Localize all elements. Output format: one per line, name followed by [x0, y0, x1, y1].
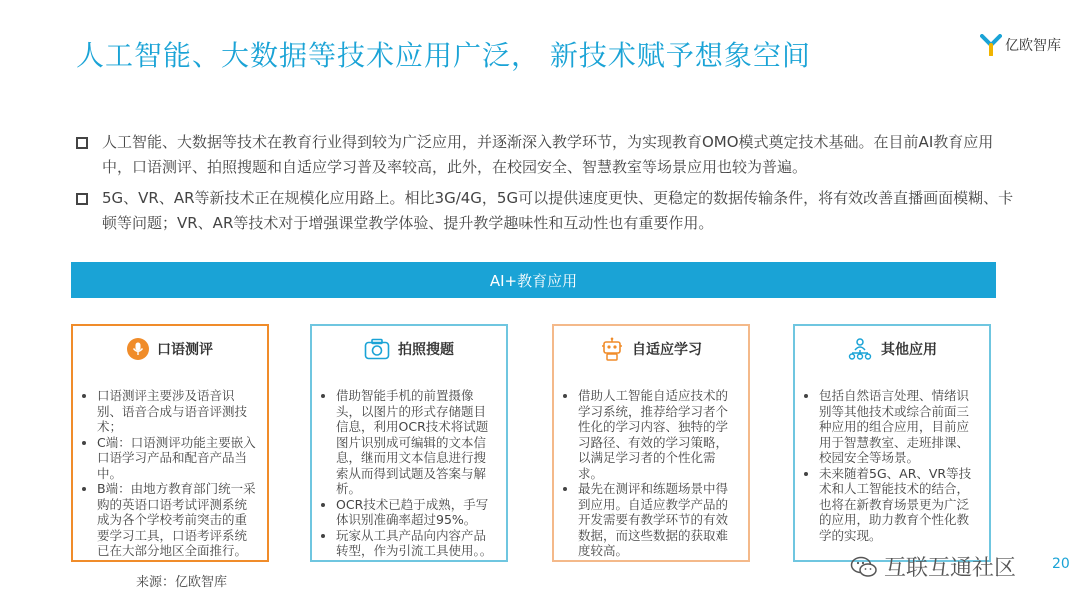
card-header [73, 334, 267, 364]
card-title: 自适应学习 [632, 342, 702, 358]
source-note: 来源：亿欧智库 [136, 575, 228, 590]
network-people-icon [847, 337, 873, 361]
list-item: • 最先在测评和练题场景中得到应用。自适应教学产品的开发需要有教学环节的有效数据，而这些数据的获取难度较高。 [578, 481, 740, 559]
card-title: 其他应用 [881, 342, 937, 358]
card-title: 拍照搜题 [398, 342, 454, 358]
list-item: • 口语测评主要涉及语音识别、语音合成与语音评测技术； [97, 388, 259, 435]
card-header [312, 334, 506, 364]
list-item: • 玩家从工具产品向内容产品转型，作为引流工具使用。。 [336, 528, 498, 559]
square-bullet-icon [76, 193, 88, 205]
list-item: • OCR技术已趋于成熟，手写体识别准确率超过95%。 [336, 497, 498, 528]
watermark-text: 互联互通社区 [884, 556, 1017, 581]
bullet-text: 人工智能、大数据等技术在教育行业得到较为广泛应用，并逐渐深入教学环节，为实现教育OMO模式奠定技术基础。在目前AI教育应用中，口语测评、拍照搜题和自适应学习普及率较高，此外，在校园安全、智慧教室等场景应用也较为普遍。 [102, 133, 994, 176]
bullet-text: 5G、VR、AR等新技术正在规模化应用路上。相比3G/4G，5G可以提供速度更快、更稳定的数据传输条件，将有效改善直播画面模糊、卡顿等问题；VR、AR等技术对于增强课堂教学体验、提升教学趣味性和互动性也有重要作用。 [102, 189, 1014, 232]
card-body [81, 388, 259, 559]
card-body [562, 388, 740, 559]
logo [980, 34, 1061, 56]
bullet-item [76, 186, 1016, 236]
robot-icon [600, 337, 624, 361]
bullet-list [76, 130, 1016, 242]
card-header [795, 334, 989, 364]
bullet-item [76, 130, 1016, 180]
wechat-icon [850, 555, 878, 579]
card-other-applications [793, 324, 991, 562]
slide-title: 人工智能、大数据等技术应用广泛， 新技术赋予想象空间 [76, 39, 811, 72]
card-photo-search [310, 324, 508, 562]
section-banner: AI+教育应用 [71, 262, 996, 298]
list-item: • 包括自然语言处理、情绪识别等其他技术或综合前面三种应用的组合应用，目前应用于智慧教室、走班排课、校园安全等场景。 [819, 388, 981, 466]
card-body [320, 388, 498, 559]
card-oral-assessment [71, 324, 269, 562]
square-bullet-icon [76, 137, 88, 149]
list-item: • C端：口语测评功能主要嵌入口语学习产品和配音产品当中。 [97, 435, 259, 482]
card-title: 口语测评 [157, 342, 213, 358]
camera-icon [364, 338, 390, 360]
yiou-logo-icon [980, 34, 1002, 56]
watermark [850, 551, 1016, 582]
card-body [803, 388, 981, 543]
page-number: 20 [1052, 556, 1070, 572]
list-item: • 借助人工智能自适应技术的学习系统，推荐给学习者个性化的学习内容、独特的学习路径、有效的学习策略，以满足学习者的个性化需求。 [578, 388, 740, 481]
card-header [554, 334, 748, 364]
list-item: • B端：由地方教育部门统一采购的英语口语考试评测系统成为各个学校考前突击的重要学习工具，口语考评系统已在大部分地区全面推行。 [97, 481, 259, 559]
card-adaptive-learning [552, 324, 750, 562]
microphone-icon [127, 338, 149, 360]
logo-text: 亿欧智库 [1005, 38, 1061, 54]
list-item: • 未来随着5G、AR、VR等技术和人工智能技术的结合，也将在新教育场景更为广泛的应用，助力教育个性化教学的实现。 [819, 466, 981, 544]
list-item: • 借助智能手机的前置摄像头，以图片的形式存储题目信息，利用OCR技术将试题图片识别成可编辑的文本信息，继而用文本信息进行搜索从而得到试题及答案与解析。 [336, 388, 498, 497]
